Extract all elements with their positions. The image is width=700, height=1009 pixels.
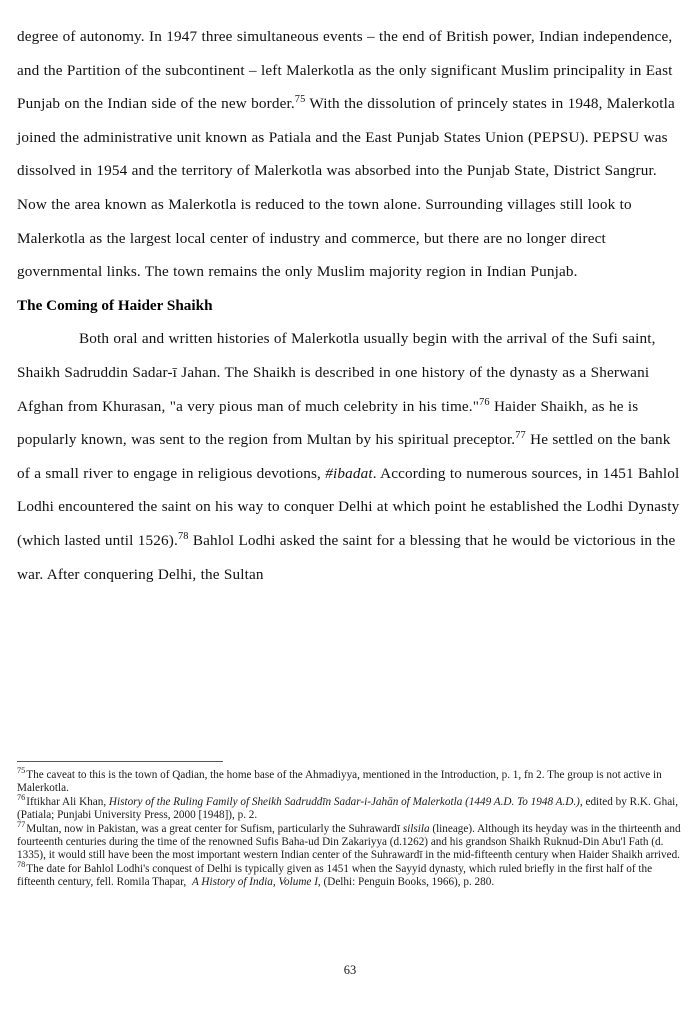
footnote-77-prefix: Multan, now in Pakistan, was a great center for Sufism, particularly the Suhrawardī [26,822,403,835]
paragraph-2-segment-c: He settled on the bank of a small river to engage in religious devotions, [17,431,671,482]
footnote-marker-78: 78 [177,530,189,542]
paragraph-2-segment-b: Haider Shaikh, as he is popularly known, was sent to the region from Multan by his spiritual preceptor. [17,397,639,449]
footnote-78-number: 78 [17,860,26,870]
page-number: 63 [343,963,357,977]
footnote-76-prefix: Iftikhar Ali Khan, [26,795,109,808]
footnote-block [17,766,687,890]
paragraph-1-continuation: With the dissolution of princely states in 1948, Malerkotla joined the administrative unit known as Patiala and the East Punjab States Union (PEPSU). PEPSU was dissolved in 1954 and the territory of Malerkotla was absorbed into the Punjab State, District Sangrur. Now the area known as Malerkotla is reduced to the town alone. Surrounding villages still look to Malerkotla as the largest local center of industry and commerce, but there are no longer direct governmental links. The town remains the only Muslim majority region in Indian Punjab. [17,95,675,281]
paragraph-autonomy-partition [17,20,685,289]
paragraph-haider-shaikh-arrival [17,322,685,591]
footnote-76-italic-title: History of the Ruling Family of Sheikh Sadruddīn Sadar-i-Jahān of Malerkotla (1449 A.D. To 1948 A.D.) [108,795,580,808]
section-heading-coming-of-haider-shaikh: The Coming of Haider Shaikh [17,296,213,314]
footnote-marker-77: 77 [515,430,526,442]
footnote-77-suffix: (lineage). Although its heyday was in the thirteenth and fourteenth centuries during the time of the renowned Sufis Baha-ud Din Zakariyya (d.1262) and his grandson Shaikh Ruknud-Din Abu'l Fath (d. 1335), it would still have been the most important western Indian center of the Suhrawardī in the mid-fifteenth century when Haider Shaikh arrived. [17,822,681,862]
footnote-78-suffix: (Delhi: Penguin Books, 1966), p. 280. [320,876,495,889]
footnote-76-suffix: , edited by R.K. Ghai, (Patiala; Punjabi University Press, 2000 [1948]), p. 2. [17,795,679,822]
paragraph-2-segment-d: . According to numerous sources, in 1451 Bahlol Lodhi encountered the saint on his way to conquer Delhi at which point he established the Lodhi Dynasty (which lasted until 1526). [17,464,680,549]
italic-term-ibadat: #ibadat [325,464,373,482]
footnote-78-italic-title: A History of India, Volume I, [191,876,321,889]
paragraph-1-text: degree of autonomy. In 1947 three simultaneous events – the end of British power, Indian independence, and the Partition of the subcontinent – left Malerkotla as the only significant Muslim principality in East Punjab on the Indian side of the new border. [17,28,673,113]
footnote-75 [17,766,687,795]
footnote-separator-rule [17,761,223,762]
footnote-77-italic-term: silsila [402,822,430,835]
footnote-75-number: 75 [17,766,26,776]
footnote-marker-75: 75 [294,94,306,106]
footnote-78 [17,860,687,889]
footnote-77-number: 77 [17,820,26,830]
paragraph-2-segment-e: Bahlol Lodhi asked the saint for a blessing that he would be victorious in the war. After conquering Delhi, the Sultan [17,531,676,583]
body-text-block [17,20,685,591]
paragraph-2-segment-a: Both oral and written histories of Malerkotla usually begin with the arrival of the Sufi saint, Shaikh Sadruddin Sadar-ī Jahan. The Shaikh is described in one history of the dynasty as a Sherwani Afghan from Khurasan, "a very pious man of much celebrity in his time." [17,330,656,415]
footnote-75-text: The caveat to this is the town of Qadian, the home base of the Ahmadiyya, mentioned in the Introduction, p. 1, fn 2. The group is not active in Malerkotla. [17,769,662,795]
footnote-77 [17,820,687,863]
footnote-marker-76: 76 [479,396,490,408]
footnote-76 [17,793,687,822]
footnote-78-prefix: The date for Bahlol Lodhi's conquest of Delhi is typically given as 1451 when the Sayyid dynasty, which ruled briefly in the first half of the fifteenth century, fell. Romila Thapar, [17,862,653,889]
footnote-76-number: 76 [17,793,26,803]
